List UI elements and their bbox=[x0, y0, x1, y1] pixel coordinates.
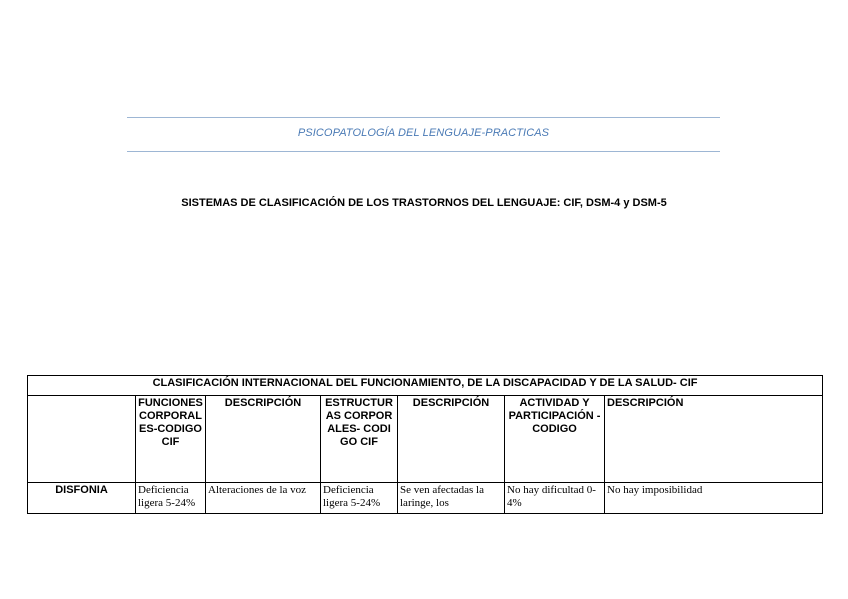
table-row bbox=[28, 483, 823, 514]
cif-table bbox=[27, 375, 823, 514]
cell-descripcion-1-value: Alteraciones de la voz bbox=[206, 483, 321, 514]
header-funciones-corporales: FUNCIONES CORPORALES-CODIGO CIF bbox=[136, 396, 206, 483]
table-header-row bbox=[28, 396, 823, 483]
header-title: PSICOPATOLOGÍA DEL LENGUAJE-PRACTICAS bbox=[297, 127, 550, 139]
header-descripcion-2: DESCRIPCIÓN bbox=[398, 396, 505, 483]
table-caption: CLASIFICACIÓN INTERNACIONAL DEL FUNCIONAMIENTO, DE LA DISCAPACIDAD Y DE LA SALUD- CIF bbox=[28, 376, 823, 396]
table-caption-row bbox=[28, 376, 823, 396]
header-descripcion-1: DESCRIPCIÓN bbox=[206, 396, 321, 483]
cell-actividad-value: No hay dificultad 0-4% bbox=[505, 483, 605, 514]
header-bottom-rule bbox=[127, 151, 720, 152]
row-label-disfonia: DISFONIA bbox=[28, 483, 136, 514]
cell-funciones-value: Deficiencia ligera 5-24% bbox=[136, 483, 206, 514]
header-top-rule bbox=[127, 117, 720, 118]
header-descripcion-3: DESCRIPCIÓN bbox=[605, 396, 823, 483]
header-estructuras-corporales: ESTRUCTURAS CORPORALES- CODIGO CIF bbox=[321, 396, 398, 483]
header-cell-empty bbox=[28, 396, 136, 483]
document-title: SISTEMAS DE CLASIFICACIÓN DE LOS TRASTORNOS DEL LENGUAJE: CIF, DSM-4 y DSM-5 bbox=[181, 197, 667, 209]
cell-estructuras-value: Deficiencia ligera 5-24% bbox=[321, 483, 398, 514]
cell-descripcion-2-value: Se ven afectadas la laringe, los bbox=[398, 483, 505, 514]
cell-descripcion-3-value: No hay imposibilidad bbox=[605, 483, 823, 514]
header-actividad-participacion: ACTIVIDAD Y PARTICIPACIÓN -CODIGO bbox=[505, 396, 605, 483]
